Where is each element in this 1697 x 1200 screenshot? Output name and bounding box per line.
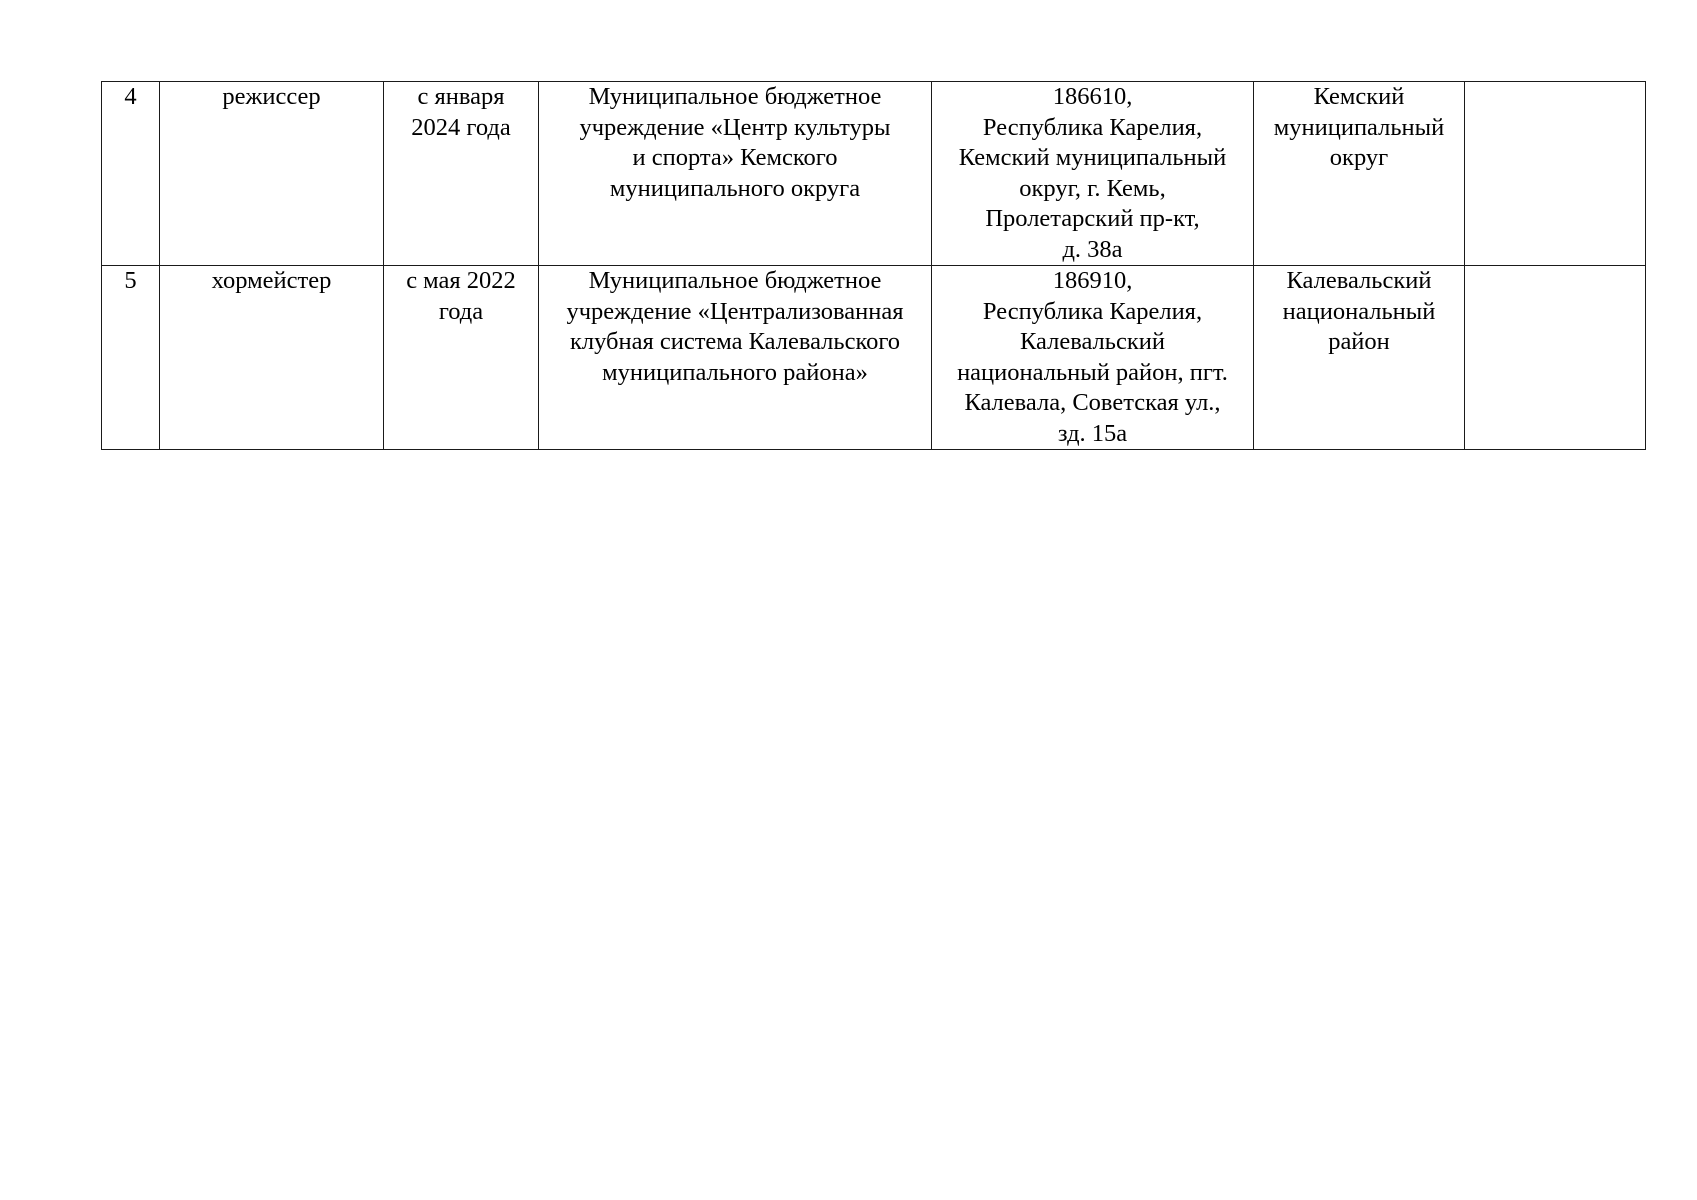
note-cell: [1465, 266, 1646, 450]
organization-cell: Муниципальное бюджетное учреждение «Центр культуры и спорта» Кемского муниципального округа: [539, 82, 932, 266]
vacancy-table: [101, 81, 1646, 450]
period-cell: с января 2024 года: [384, 82, 539, 266]
table-row: [102, 266, 1646, 450]
address-cell: 186910, Республика Карелия, Калевальский национальный район, пгт. Калевала, Советская ул., зд. 15а: [932, 266, 1254, 450]
position-cell: режиссер: [160, 82, 384, 266]
district-cell: Кемский муниципальный округ: [1254, 82, 1465, 266]
period-cell: с мая 2022 года: [384, 266, 539, 450]
organization-cell: Муниципальное бюджетное учреждение «Централизованная клубная система Калевальского муниципального района»: [539, 266, 932, 450]
row-number-cell: 4: [102, 82, 160, 266]
row-number-cell: 5: [102, 266, 160, 450]
address-cell: 186610, Республика Карелия, Кемский муниципальный округ, г. Кемь, Пролетарский пр-кт, д. 38а: [932, 82, 1254, 266]
note-cell: [1465, 82, 1646, 266]
district-cell: Калевальский национальный район: [1254, 266, 1465, 450]
table-row: [102, 82, 1646, 266]
position-cell: хормейстер: [160, 266, 384, 450]
